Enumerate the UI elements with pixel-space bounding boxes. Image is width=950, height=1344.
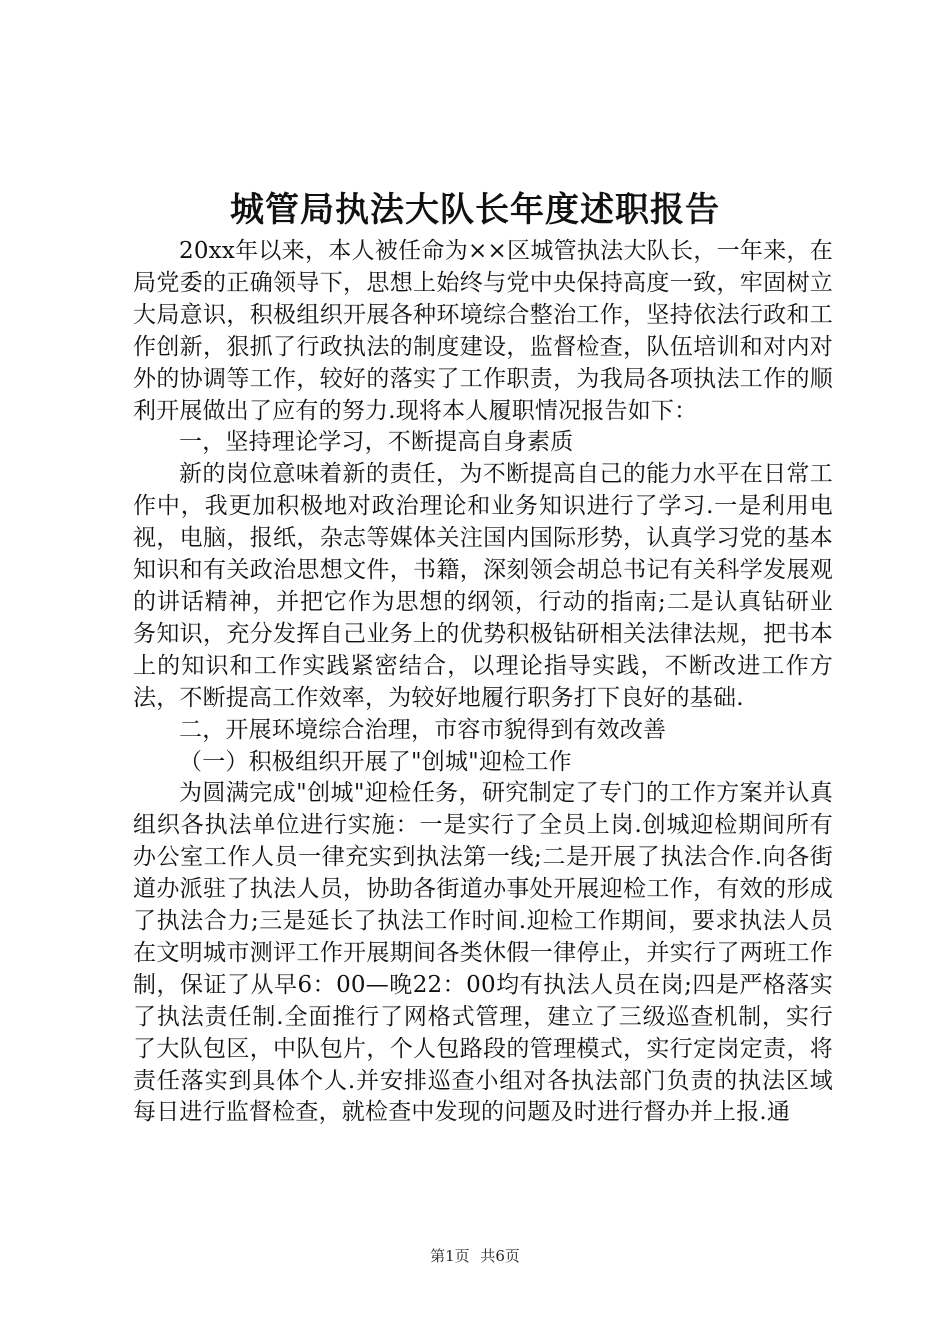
paragraph-study: 新的岗位意味着新的责任，为不断提高自己的能力水平在日常工作中，我更加积极地对政治理论和业务知识进行了学习.一是利用电视，电脑，报纸，杂志等媒体关注国内国际形势，认真学习党的基本知识和有关政治思想文件，书籍，深刻领会胡总书记有关科学发展观的讲话精神，并把它作为思想的纲领，行动的指南;二是认真钻研业务知识，充分发挥自己业务上的优势积极钻研相关法律法规，把书本上的知识和工作实践紧密结合，以理论指导实践，不断改进工作方法，不断提高工作效率，为较好地履行职务打下良好的基础. — [133, 461, 833, 711]
paragraph-inspection: 为圆满完成"创城"迎检任务，研究制定了专门的工作方案并认真组织各执法单位进行实施：一是实行了全员上岗.创城迎检期间所有办公室工作人员一律充实到执法第一线;二是开展了执法合作.向各街道办派驻了执法人员，协助各街道办事处开展迎检工作，有效的形成了执法合力;三是延长了执法工作时间.迎检工作期间，要求执法人员在文明城市测评工作开展期间各类休假一律停止，并实行了两班工作制，保证了从早6：00—晚22：00均有执法人员在岗;四是严格落实了执法责任制.全面推行了网格式管理，建立了三级巡查机制，实行了大队包区，中队包片，个人包路段的管理模式，实行定岗定责，将责任落实到具体个人.并安排巡查小组对各执法部门负责的执法区域每日进行监督检查，就检查中发现的问题及时进行督办并上报.通 — [133, 780, 833, 1126]
section-heading-2: 二，开展环境综合治理，市容市貌得到有效改善 — [179, 716, 667, 743]
section-heading-1: 一，坚持理论学习，不断提高自身素质 — [179, 429, 574, 456]
document-title: 城管局执法大队长年度述职报告 — [230, 190, 720, 230]
document-body — [133, 236, 833, 1129]
page-number: 第1页 — [430, 1247, 470, 1265]
page-footer — [0, 1246, 950, 1266]
page-total: 共6页 — [480, 1247, 520, 1265]
paragraph-intro: 20xx年以来，本人被任命为××区城管执法大队长，一年来，在局党委的正确领导下，思想上始终与党中央保持高度一致，牢固树立大局意识，积极组织开展各种环境综合整治工作，坚持依法行政和工作创新，狠抓了行政执法的制度建设，监督检查，队伍培训和对内对外的协调等工作，较好的落实了工作职责，为我局各项执法工作的顺利开展做出了应有的努力.现将本人履职情况报告如下： — [133, 238, 833, 424]
subsection-heading-1: （一）积极组织开展了"创城"迎检工作 — [179, 748, 572, 775]
